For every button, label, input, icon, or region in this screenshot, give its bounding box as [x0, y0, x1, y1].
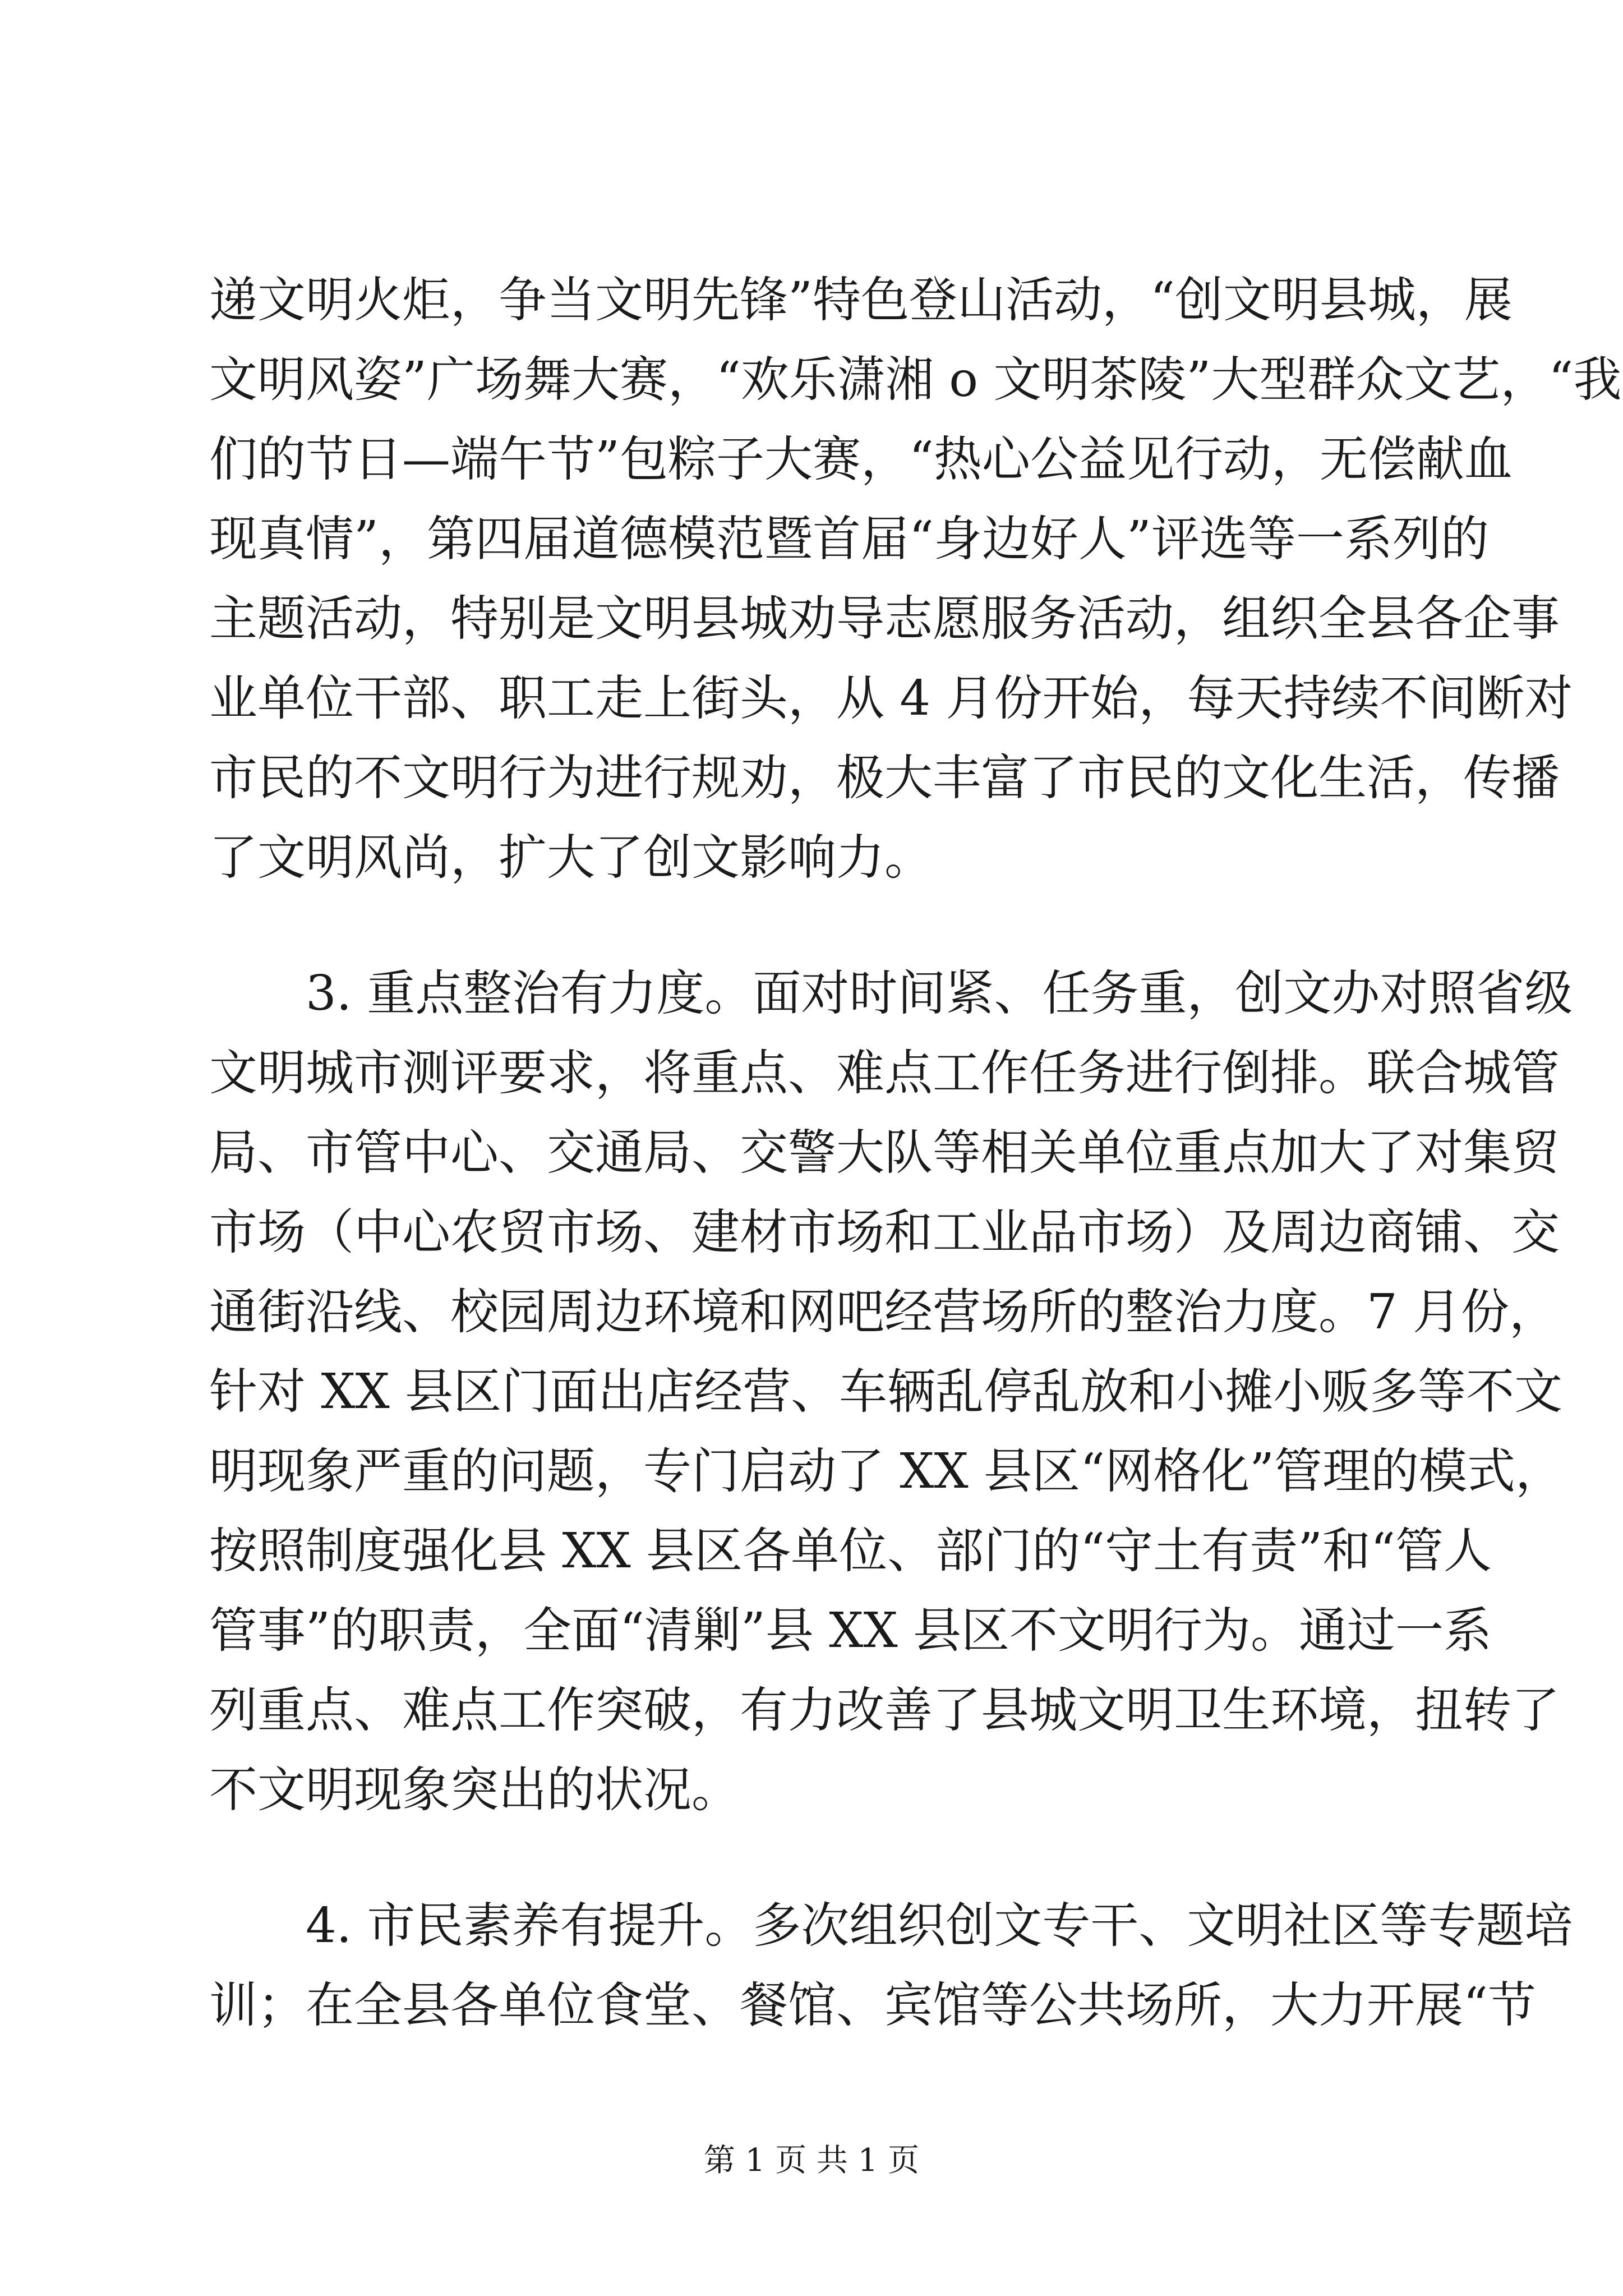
paragraph-line: 不文明现象突出的状况。 — [209, 1762, 740, 1818]
paragraph-line: 局、市管中心、交通局、交警大队等相关单位重点加大了对集贸 — [209, 1125, 1560, 1181]
paragraph-line: 按照制度强化县 XX 县区各单位、部门的“守土有责”和“管人 — [209, 1523, 1492, 1579]
page-number-footer: 第 1 页 共 1 页 — [703, 2142, 920, 2179]
paragraph-line: 了文明风尚，扩大了创文影响力。 — [209, 830, 933, 886]
paragraph-line: 文明城市测评要求，将重点、难点工作任务进行倒排。联合城管 — [209, 1045, 1560, 1101]
paragraph-line: 针对 XX 县区门面出店经营、车辆乱停乱放和小摊小贩多等不文 — [209, 1364, 1563, 1420]
paragraph-line: 管事”的职责，全面“清剿”县 XX 县区不文明行为。通过一系 — [209, 1603, 1492, 1659]
paragraph-line: 市场（中心农贸市场、建材市场和工业品市场）及周边商铺、交 — [209, 1204, 1560, 1260]
paragraph-line: 市民的不文明行为进行规劝，极大丰富了市民的文化生活，传播 — [209, 750, 1560, 806]
paragraph-line: 文明风姿”广场舞大赛，“欢乐潇湘 o 文明茶陵”大型群众文艺，“我 — [209, 352, 1622, 408]
paragraph-line: 们的节日—端午节”包粽子大赛，“热心公益见行动，无偿献血 — [209, 431, 1513, 487]
paragraph-line: 业单位干部、职工走上街头，从 4 月份开始，每天持续不间断对 — [209, 670, 1573, 726]
paragraph-line: 主题活动，特别是文明县城劝导志愿服务活动，组织全县各企事 — [209, 591, 1560, 647]
paragraph-heading-line: 3. 重点整治有力度。面对时间紧、任务重，创文办对照省级 — [306, 965, 1573, 1022]
paragraph-line: 明现象严重的问题，专门启动了 XX 县区“网格化”管理的模式， — [209, 1443, 1564, 1499]
paragraph-line: 递文明火炬，争当文明先锋”特色登山活动，“创文明县城，展 — [209, 272, 1513, 328]
paragraph-line: 通街沿线、校园周边环境和网吧经营场所的整治力度。7 月份， — [209, 1284, 1558, 1340]
paragraph-line: 现真情”，第四届道德模范暨首届“身边好人”评选等一系列的 — [209, 511, 1489, 567]
paragraph-line: 训；在全县各单位食堂、餐馆、宾馆等公共场所，大力开展“节 — [209, 1977, 1536, 2033]
paragraph-heading-line: 4. 市民素养有提升。多次组织创文专干、文明社区等专题培 — [306, 1898, 1573, 1954]
paragraph-line: 列重点、难点工作突破，有力改善了县城文明卫生环境，扭转了 — [209, 1682, 1560, 1738]
